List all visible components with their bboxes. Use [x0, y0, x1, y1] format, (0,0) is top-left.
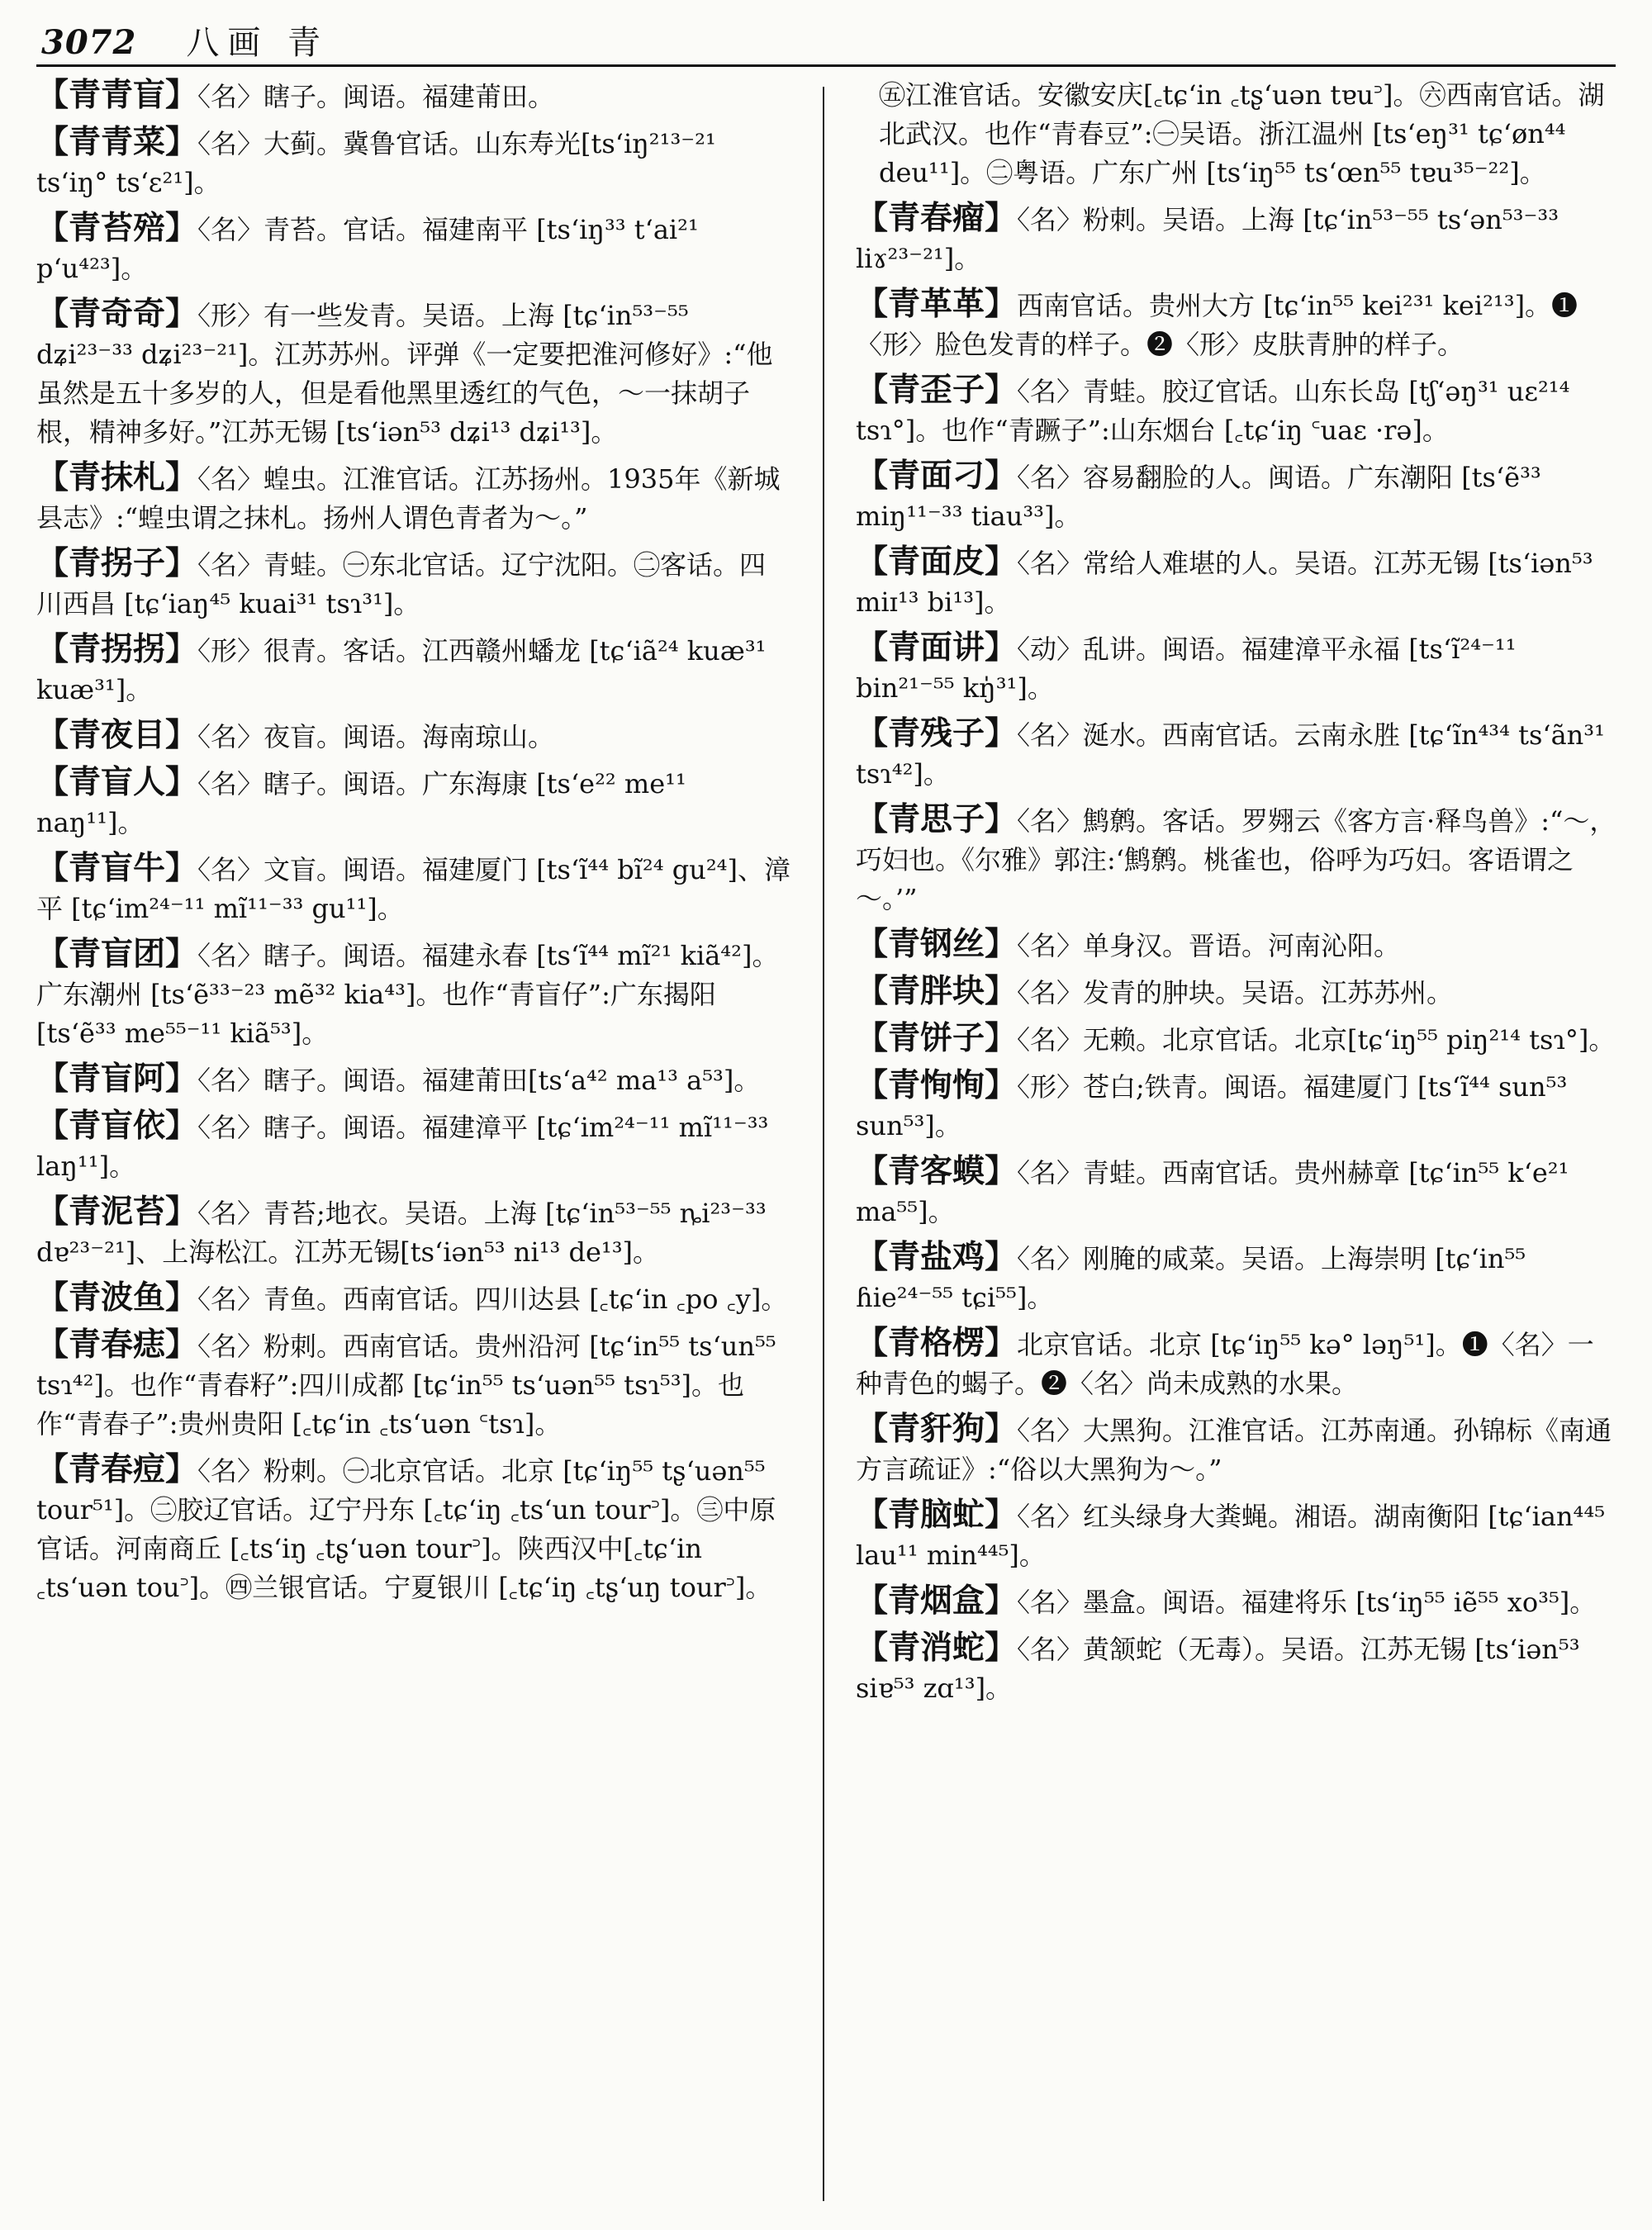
entry-headword: 【青面皮】 [856, 543, 1018, 581]
entry-headword: 【青春痘】 [36, 1451, 198, 1488]
entry-headword: 【青革革】 [856, 286, 1018, 323]
entry-definition: 〈动〉乱讲。闽语。福建漳平永福 [tsʻĩ²⁴⁻¹¹ bin²¹⁻⁵⁵ kŋ̍³¹]。 [856, 633, 1517, 704]
entry-headword: 【青恂恂】 [856, 1067, 1018, 1104]
entry-definition: 〈形〉很青。客话。江西赣州蟠龙 [tɕʻiã²⁴ kuæ³¹ kuæ³¹]。 [36, 635, 767, 705]
entry-definition: 〈名〉瞎子。闽语。福建莆田[tsʻa⁴² ma¹³ a⁵³]。 [197, 1065, 761, 1096]
entry-headword: 【青青盲】 [36, 77, 198, 114]
dictionary-entry [856, 1066, 1619, 1146]
dictionary-entry [856, 800, 1619, 918]
entry-headword: 【青盲团】 [36, 936, 198, 973]
dictionary-entry [856, 972, 1619, 1013]
entry-headword: 【青抹札】 [36, 459, 198, 496]
dictionary-entry [856, 285, 1619, 364]
dictionary-entry [856, 1410, 1619, 1489]
entry-headword: 【青青菜】 [36, 124, 198, 161]
dictionary-entry [36, 1279, 791, 1319]
entry-definition: 〈名〉青蛙。西南官话。贵州赫章 [tɕʻin⁵⁵ kʻe²¹ ma⁵⁵]。 [856, 1157, 1569, 1227]
column-divider [823, 87, 824, 2201]
entry-headword: 【青豻狗】 [856, 1411, 1018, 1448]
header-rule [36, 64, 1616, 67]
entry-headword: 【青思子】 [856, 801, 1018, 838]
entry-definition: 〈名〉大黑狗。江淮官话。江苏南通。孙锦标《南通方言疏证》:“俗以大黑狗为～。” [856, 1415, 1612, 1485]
entry-headword: 【青泥苔】 [36, 1193, 198, 1231]
dictionary-entry [856, 925, 1619, 966]
entry-definition: ㊄江淮官话。安徽安庆[꜀tɕʻin ꜀tʂʻuən tɐu꜄]。㊅西南官话。湖北武汉。也作“青春豆”:㊀吴语。浙江温州 [tsʻeŋ³¹ tɕʻøn⁴⁴ deu¹¹]。㊁粤语。广东广州 [tsʻiŋ⁵⁵ tsʻœn⁵⁵ tɐu³⁵⁻²²]。 [879, 79, 1605, 188]
entry-definition: 〈名〉粉刺。吴语。上海 [tɕʻin⁵³⁻⁵⁵ tsʻən⁵³⁻³³ liɤ²³⁻²¹]。 [856, 204, 1559, 274]
entry-headword: 【青面讲】 [856, 629, 1018, 667]
entry-definition: 〈名〉红头绿身大粪蝇。湘语。湖南衡阳 [tɕʻian⁴⁴⁵ lau¹¹ min⁴⁴⁵]。 [856, 1501, 1606, 1571]
entry-definition: 〈名〉夜盲。闽语。海南琼山。 [197, 721, 555, 752]
entry-headword: 【青钢丝】 [856, 926, 1018, 963]
entry-definition: 〈名〉发青的肿块。吴语。江苏苏州。 [1017, 977, 1454, 1008]
dictionary-entry [36, 76, 791, 116]
entry-headword: 【青残子】 [856, 715, 1018, 752]
entry-headword: 【青夜目】 [36, 717, 198, 754]
dictionary-entry [856, 1152, 1619, 1231]
page-header [41, 12, 1611, 62]
dictionary-entry [36, 1450, 791, 1607]
dictionary-entry [856, 371, 1619, 450]
entry-definition: 〈名〉单身汉。晋语。河南沁阳。 [1017, 930, 1401, 961]
entry-headword: 【青盲牛】 [36, 850, 198, 887]
entry-headword: 【青格楞】 [856, 1325, 1018, 1362]
dictionary-entry [856, 714, 1619, 794]
entry-headword: 【青盐鸡】 [856, 1239, 1018, 1276]
entry-definition: 〈名〉粉刺。㊀北京官话。北京 [tɕʻiŋ⁵⁵ tʂʻuən⁵⁵ tour⁵¹]。㊁胶辽官话。辽宁丹东 [꜀tɕʻiŋ ꜀tsʻun tour꜄]。㊂中原官话。河南商丘 [꜀tsʻiŋ ꜀tʂʻuən tour꜄]。陕西汉中[꜀tɕʻin ꜀tsʻuən tou꜄]。㊃兰银官话。宁夏银川 [꜀tɕʻiŋ ꜀tʂʻuŋ tour꜄]。 [36, 1455, 776, 1603]
page-number: 3072 [41, 23, 137, 62]
entry-definition: 〈名〉青苔;地衣。吴语。上海 [tɕʻin⁵³⁻⁵⁵ ȵi²³⁻³³ dɐ²³⁻²¹]、上海松江。江苏无锡[tsʻiən⁵³ ni¹³ de¹³]。 [36, 1198, 767, 1268]
entry-definition: 〈名〉容易翻脸的人。闽语。广东潮阳 [tsʻẽ³³ miŋ¹¹⁻³³ tiau³³]。 [856, 462, 1541, 532]
dictionary-entry [856, 199, 1619, 278]
dictionary-entry [36, 1060, 791, 1100]
entry-headword: 【青拐子】 [36, 545, 198, 582]
dictionary-entry [856, 1582, 1619, 1622]
entry-headword: 【青拐拐】 [36, 631, 198, 668]
entry-definition: 〈名〉青鱼。西南官话。四川达县 [꜀tɕʻin ꜀po ꜀y]。 [197, 1283, 788, 1315]
dictionary-entry [856, 1238, 1619, 1317]
entry-definition: 〈名〉瞎子。闽语。福建永春 [tsʻĩ⁴⁴ mĩ²¹ kiã⁴²]。广东潮州 [tsʻẽ³³⁻²³ mẽ³² kia⁴³]。也作“青盲仔”:广东揭阳 [tsʻẽ³³ me⁵⁵⁻¹¹ kiã⁵³]。 [36, 940, 779, 1049]
entry-definition: 〈名〉鹪鹩。客话。罗翙云《客方言·释鸟兽》:“～，巧妇也。《尔雅》郭注:‘鹪鹩。桃雀也，俗呼为巧妇。客语谓之～。’” [856, 805, 1616, 914]
dictionary-entry [36, 849, 791, 928]
entry-definition: 〈名〉大蓟。冀鲁官话。山东寿光[tsʻiŋ²¹³⁻²¹ tsʻiŋ° tsʻɛ²¹]。 [36, 128, 716, 198]
entry-definition: 〈名〉青苔。官话。福建南平 [tsʻiŋ³³ tʻai²¹ pʻu⁴²³]。 [36, 214, 699, 284]
dictionary-entry [36, 630, 791, 709]
entry-definition: 〈形〉有一些发青。吴语。上海 [tɕʻin⁵³⁻⁵⁵ dʑi²³⁻³³ dʑi²³⁻²¹]。江苏苏州。评弹《一定要把淮河修好》:“他虽然是五十多岁的人，但是看他黑里透红的气色，～一抹胡子根，精神多好。”江苏无锡 [tsʻiən⁵³ dʑi¹³ dʑi¹³]。 [36, 300, 773, 448]
dictionary-entry [856, 1496, 1619, 1575]
dictionary-entry [36, 716, 791, 757]
entry-definition: 〈名〉黄颔蛇（无毒）。吴语。江苏无锡 [tsʻiən⁵³ siɐ⁵³ zɑ¹³]。 [856, 1634, 1580, 1704]
dictionary-entry [36, 544, 791, 624]
right-column [856, 76, 1619, 2213]
entry-definition: 〈名〉瞎子。闽语。广东海康 [tsʻe²² me¹¹ naŋ¹¹]。 [36, 768, 686, 838]
entry-definition: 〈名〉刚腌的咸菜。吴语。上海崇明 [tɕʻin⁵⁵ ɦie²⁴⁻⁵⁵ tɕi⁵⁵]。 [856, 1243, 1526, 1313]
dictionary-entry [36, 763, 791, 842]
dictionary-entry [36, 1107, 791, 1186]
entry-headword: 【青消蛇】 [856, 1630, 1018, 1667]
entry-definition: 〈名〉文盲。闽语。福建厦门 [tsʻĩ⁴⁴ bĩ²⁴ gu²⁴]、漳平 [tɕʻim²⁴⁻¹¹ mĩ¹¹⁻³³ gu¹¹]。 [36, 854, 790, 924]
dictionary-entry [856, 76, 1619, 192]
entry-definition: 〈名〉瞎子。闽语。福建漳平 [tɕʻim²⁴⁻¹¹ mĩ¹¹⁻³³ laŋ¹¹]。 [36, 1112, 769, 1182]
entry-headword: 【青春瘤】 [856, 200, 1018, 237]
entry-headword: 【青奇奇】 [36, 296, 198, 333]
entry-definition: 西南官话。贵州大方 [tɕʻin⁵⁵ kei²³¹ kei²¹³]。❶〈形〉脸色发青的样子。❷〈形〉皮肤青肿的样子。 [856, 290, 1578, 360]
entry-definition: 〈名〉青蛙。胶辽官话。山东长岛 [tʃʻəŋ³¹ uɛ²¹⁴ tsɿ°]。也作“青蹶子”:山东烟台 [꜀tɕʻiŋ ꜂uaɛ ·rə]。 [856, 376, 1570, 446]
section-title: 八画 青 [186, 24, 330, 62]
entry-headword: 【青歪子】 [856, 372, 1018, 409]
entry-definition: 〈名〉涎水。西南官话。云南永胜 [tɕʻĩn⁴³⁴ tsʻãn³¹ tsɿ⁴²]。 [856, 719, 1605, 790]
entry-headword: 【青烟盒】 [856, 1582, 1018, 1620]
entry-headword: 【青盲阿】 [36, 1060, 198, 1098]
dictionary-entry [36, 458, 791, 538]
entry-headword: 【青脑虻】 [856, 1497, 1018, 1534]
entry-definition: 〈名〉瞎子。闽语。福建莆田。 [197, 81, 555, 112]
entry-headword: 【青胖块】 [856, 973, 1018, 1010]
entry-headword: 【青波鱼】 [36, 1279, 198, 1317]
entry-definition: 〈名〉粉刺。西南官话。贵州沿河 [tɕʻin⁵⁵ tsʻun⁵⁵ tsɿ⁴²]。也作“青春籽”:四川成都 [tɕʻin⁵⁵ tsʻuən⁵⁵ tsɿ⁵³]。也作“青春子”:贵州贵阳 [꜀tɕʻin ꜀tsʻuən ꜂tsɿ]。 [36, 1331, 776, 1440]
entry-headword: 【青面刁】 [856, 458, 1018, 495]
dictionary-entry [36, 1193, 791, 1272]
entry-headword: 【青盲人】 [36, 764, 198, 801]
dictionary-entry [36, 935, 791, 1053]
dictionary-entry [856, 457, 1619, 536]
dictionary-entry [856, 1629, 1619, 1708]
left-column [36, 76, 791, 2213]
entry-headword: 【青客蟆】 [856, 1153, 1018, 1190]
dictionary-entry [36, 295, 791, 452]
dictionary-entry [36, 123, 791, 202]
dictionary-entry [856, 1324, 1619, 1403]
entry-definition: 〈形〉苍白;铁青。闽语。福建厦门 [tsʻĩ⁴⁴ sun⁵³ sun⁵³]。 [856, 1071, 1568, 1141]
dictionary-entry [856, 1019, 1619, 1060]
entry-definition: 〈名〉蝗虫。江淮官话。江苏扬州。1935年《新城县志》:“蝗虫谓之抹札。扬州人谓色青者为～。” [36, 463, 781, 534]
entry-definition: 〈名〉无赖。北京官话。北京[tɕʻiŋ⁵⁵ piŋ²¹⁴ tsɿ°]。 [1017, 1024, 1616, 1056]
entry-definition: 〈名〉常给人难堪的人。吴语。江苏无锡 [tsʻiən⁵³ miɪ¹³ bi¹³]。 [856, 548, 1593, 618]
entry-definition: 〈名〉墨盒。闽语。福建将乐 [tsʻiŋ⁵⁵ iẽ⁵⁵ xo³⁵]。 [1017, 1587, 1597, 1618]
entry-headword: 【青春痣】 [36, 1326, 198, 1364]
entry-definition: 北京官话。北京 [tɕʻiŋ⁵⁵ kə° ləŋ⁵¹]。❶〈名〉一种青色的蝎子。❷〈名〉尚未成熟的水果。 [856, 1329, 1594, 1399]
entry-headword: 【青饼子】 [856, 1020, 1018, 1057]
dictionary-entry [36, 209, 791, 288]
dictionary-entry [36, 1326, 791, 1444]
dictionary-entry [856, 543, 1619, 622]
dictionary-entry [856, 629, 1619, 708]
entry-headword: 【青苔殕】 [36, 210, 198, 247]
entry-headword: 【青盲依】 [36, 1108, 198, 1145]
entry-definition: 〈名〉青蛙。㊀东北官话。辽宁沈阳。㊁客话。四川西昌 [tɕʻiaŋ⁴⁵ kuai³¹ tsɿ³¹]。 [36, 549, 767, 619]
